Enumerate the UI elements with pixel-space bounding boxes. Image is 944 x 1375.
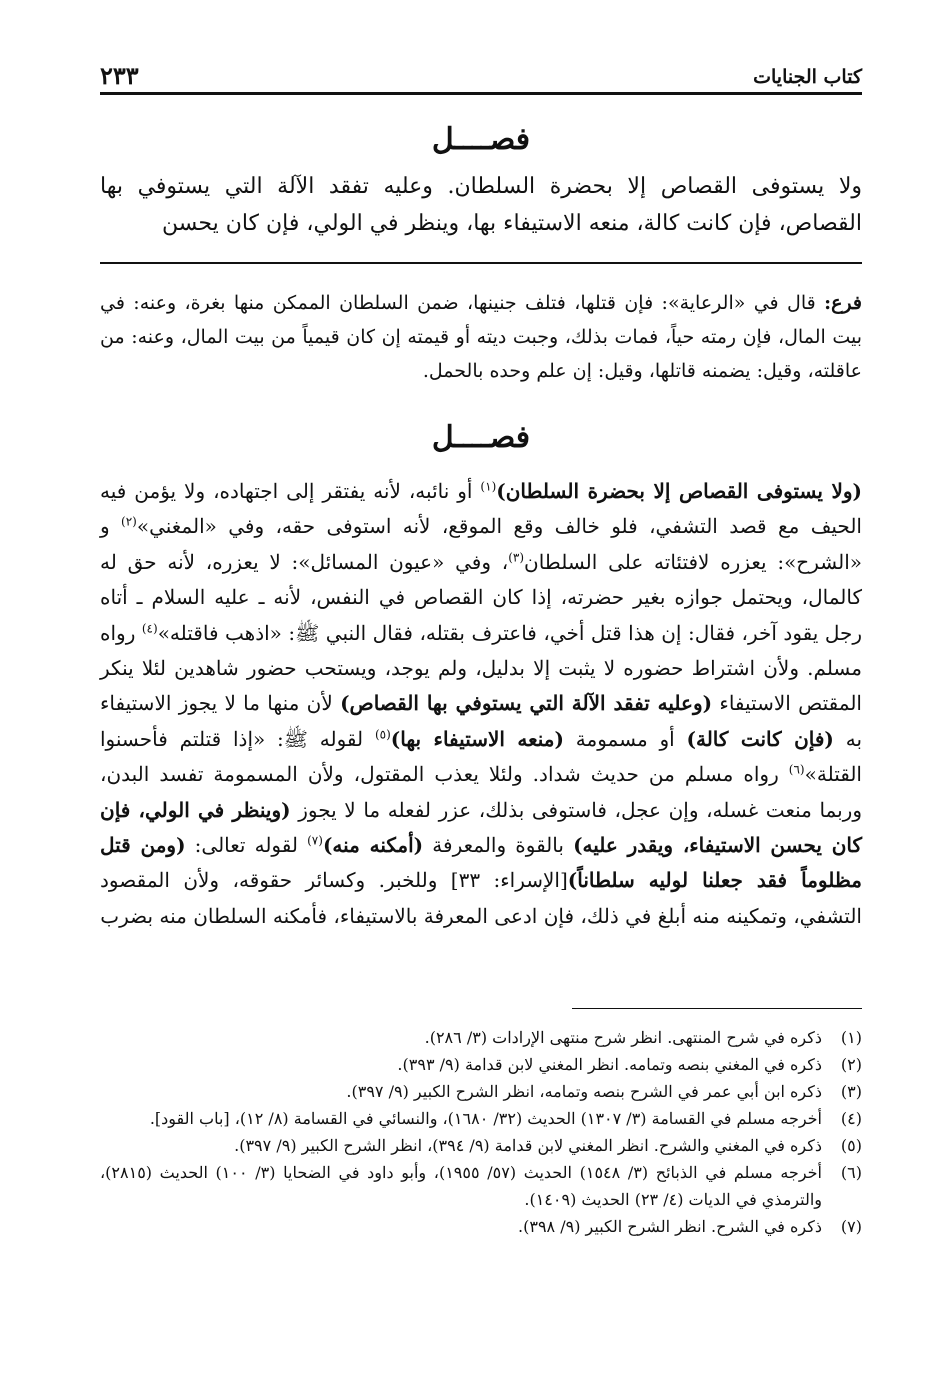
- sharh-text: لأن منها ما لا يجوز الاستيفاء به: [100, 691, 863, 751]
- sharh-text: رواه مسلم. ولأن اشتراط حضوره لا يثبت إلا بدليل، ولم يوجد، ويستحب حضور شاهدين لئلا ينكر المقتص الاستيفاء: [100, 620, 862, 716]
- footnote-text: أخرجه مسلم في القسامة (٣/ ١٣٠٧) الحديث (٣٢/ ١٦٨٠)، والنسائي في القسامة (٨/ ١٢)، [باب القود].: [149, 1109, 822, 1128]
- matn-section-heading: فصــــل: [431, 122, 531, 157]
- footnote: [100, 1078, 862, 1105]
- footnote-number: (٧): [840, 1217, 862, 1236]
- footnote: [100, 1213, 862, 1240]
- sharh-section-heading: فصــــل: [431, 420, 531, 455]
- footnote-number: (٥): [840, 1136, 862, 1155]
- sharh-text: أو نائبه، لأنه يفتقر إلى اجتهاده، ولا يؤمن فيه الحيف مع قصد التشفي، فلو خالف وقع الموقع، لأنه استوفى حقه، وفي «المغني»: [100, 479, 862, 539]
- footnote-text: ذكره في شرح المنتهى. انظر شرح منتهى الإرادات (٣/ ٢٨٦).: [424, 1028, 822, 1047]
- footnote-ref[interactable]: (٣): [508, 550, 525, 565]
- footnotes-list: [100, 1024, 862, 1240]
- footnote-ref[interactable]: (٤): [141, 620, 158, 635]
- furu-paragraph: [100, 286, 862, 388]
- footnote-text: ذكره ابن أبي عمر في الشرح بنصه وتمامه، انظر الشرح الكبير (٩/ ٣٩٧).: [346, 1082, 822, 1101]
- furu-label: فرع:: [824, 292, 862, 314]
- matn-quote: (وينظر في الولي، فإن كان يحسن الاستيفاء، ويقدر عليه): [100, 797, 863, 858]
- sharh-text: أو مسمومة: [563, 726, 687, 751]
- footnote-text: ذكره في المغني والشرح. انظر المغني لابن قدامة (٩/ ٣٩٤)، انظر الشرح الكبير (٩/ ٣٩٧).: [234, 1136, 822, 1155]
- footnote-separator: [572, 1008, 862, 1009]
- sharh-text: ، وفي «عيون المسائل»: لا يعزره، لأنه حق له كالمال، ويحتمل جوازه بغير حضرته، إذا كان القصاص في النفس، لأنه ـ عليه السلام ـ أتاه رجل يقود آخر، فقال: إن هذا قتل أخي، فاعترف بقتله، فقال النبي ﷺ: «اذهب فاقتله»: [100, 549, 862, 645]
- matn-separator: [100, 262, 862, 264]
- furu-text: قال في «الرعاية»: فإن قتلها، فتلف جنينها، ضمن السلطان الممكن منها بغرة، وعنه: في بيت المال، فإن رمته حياً، فمات بذلك، وجبت ديته أو قيمته إن كان قيمياً من بيت المال، وعنه: من عاقلته، وقيل: يضمنه قاتلها، وقيل: إن علم وحده بالحمل.: [100, 292, 862, 382]
- matn-quote: (أمكنه منه): [322, 833, 424, 858]
- sharh-text: لقوله ﷺ: «إذا قتلتم فأحسنوا القتلة»: [100, 726, 862, 787]
- footnote: [100, 1105, 862, 1132]
- matn-text: ولا يستوفى القصاص إلا بحضرة السلطان. وعليه تفقد الآلة التي يستوفي بها القصاص، فإن كانت كالة، منعه الاستيفاء بها، وينظر في الولي، فإن كان يحسن: [100, 174, 862, 236]
- quran-quote: (ومن قتل مظلوماً فقد جعلنا لوليه سلطاناً): [100, 833, 862, 893]
- footnote: [100, 1051, 862, 1078]
- footnote: [100, 1159, 862, 1213]
- page-header: [100, 52, 862, 95]
- footnote-number: (٤): [840, 1109, 862, 1128]
- footnote-number: (٢): [840, 1055, 862, 1074]
- page-number: ٢٣٣: [100, 61, 139, 90]
- footnote-text: أخرجه مسلم في الذبائح (٣/ ١٥٤٨) الحديث (٥٧/ ١٩٥٥)، وأبو داود في الضحايا (٣/ ١٠٠) الحديث (٢٨١٥)، والترمذي في الديات (٤/ ٢٣) الحديث (١٤٠٩).: [100, 1163, 822, 1209]
- sharh-paragraph: [100, 474, 862, 934]
- sharh-text: بالقوة والمعرفة: [423, 833, 574, 858]
- footnote-ref[interactable]: (٧): [307, 833, 323, 848]
- matn-quote: (فإن كانت كالة): [686, 726, 834, 751]
- footnote-ref[interactable]: (٢): [121, 514, 137, 529]
- footnote-number: (٦): [840, 1163, 862, 1182]
- matn-quote: (منعه الاستيفاء بها): [390, 726, 564, 751]
- sharh-text: رواه مسلم من حديث شداد. ولئلا يعذب المقتول، ولأن المسمومة تفسد البدن، وربما منعت غسله، وإن عجل، فاستوفى بذلك، عزر لفعله ما لا يجوز: [100, 762, 862, 822]
- footnote-ref[interactable]: (٦): [788, 762, 805, 777]
- footnote: [100, 1024, 862, 1051]
- matn-quote: (ولا يستوفى القصاص إلا بحضرة السلطان): [496, 479, 863, 503]
- running-title: كتاب الجنايات: [753, 66, 862, 88]
- sharh-text: و «الشرح»: يعزره لافتئاته على السلطان: [100, 514, 862, 574]
- sharh-text: [الإسراء: ٣٣] وللخبر. وكسائر حقوقه، ولأن المقصود التشفي، وتمكينه منه أبلغ في ذلك، فإن ادعى المعرفة بالاستيفاء، فأمكنه السلطان منه بضرب: [100, 868, 862, 928]
- footnote-text: ذكره في الشرح. انظر الشرح الكبير (٩/ ٣٩٨).: [518, 1217, 822, 1236]
- footnote: [100, 1132, 862, 1159]
- footnote-ref[interactable]: (١): [480, 479, 497, 494]
- footnote-text: ذكره في المغني بنصه وتمامه. انظر المغني لابن قدامة (٩/ ٣٩٣).: [397, 1055, 822, 1074]
- footnote-number: (٣): [840, 1082, 862, 1101]
- footnote-number: (١): [840, 1028, 862, 1047]
- footnote-ref[interactable]: (٥): [374, 727, 391, 742]
- sharh-text: لقوله تعالى:: [185, 833, 308, 858]
- matn-quote: (وعليه تفقد الآلة التي يستوفي بها القصاص): [340, 691, 713, 716]
